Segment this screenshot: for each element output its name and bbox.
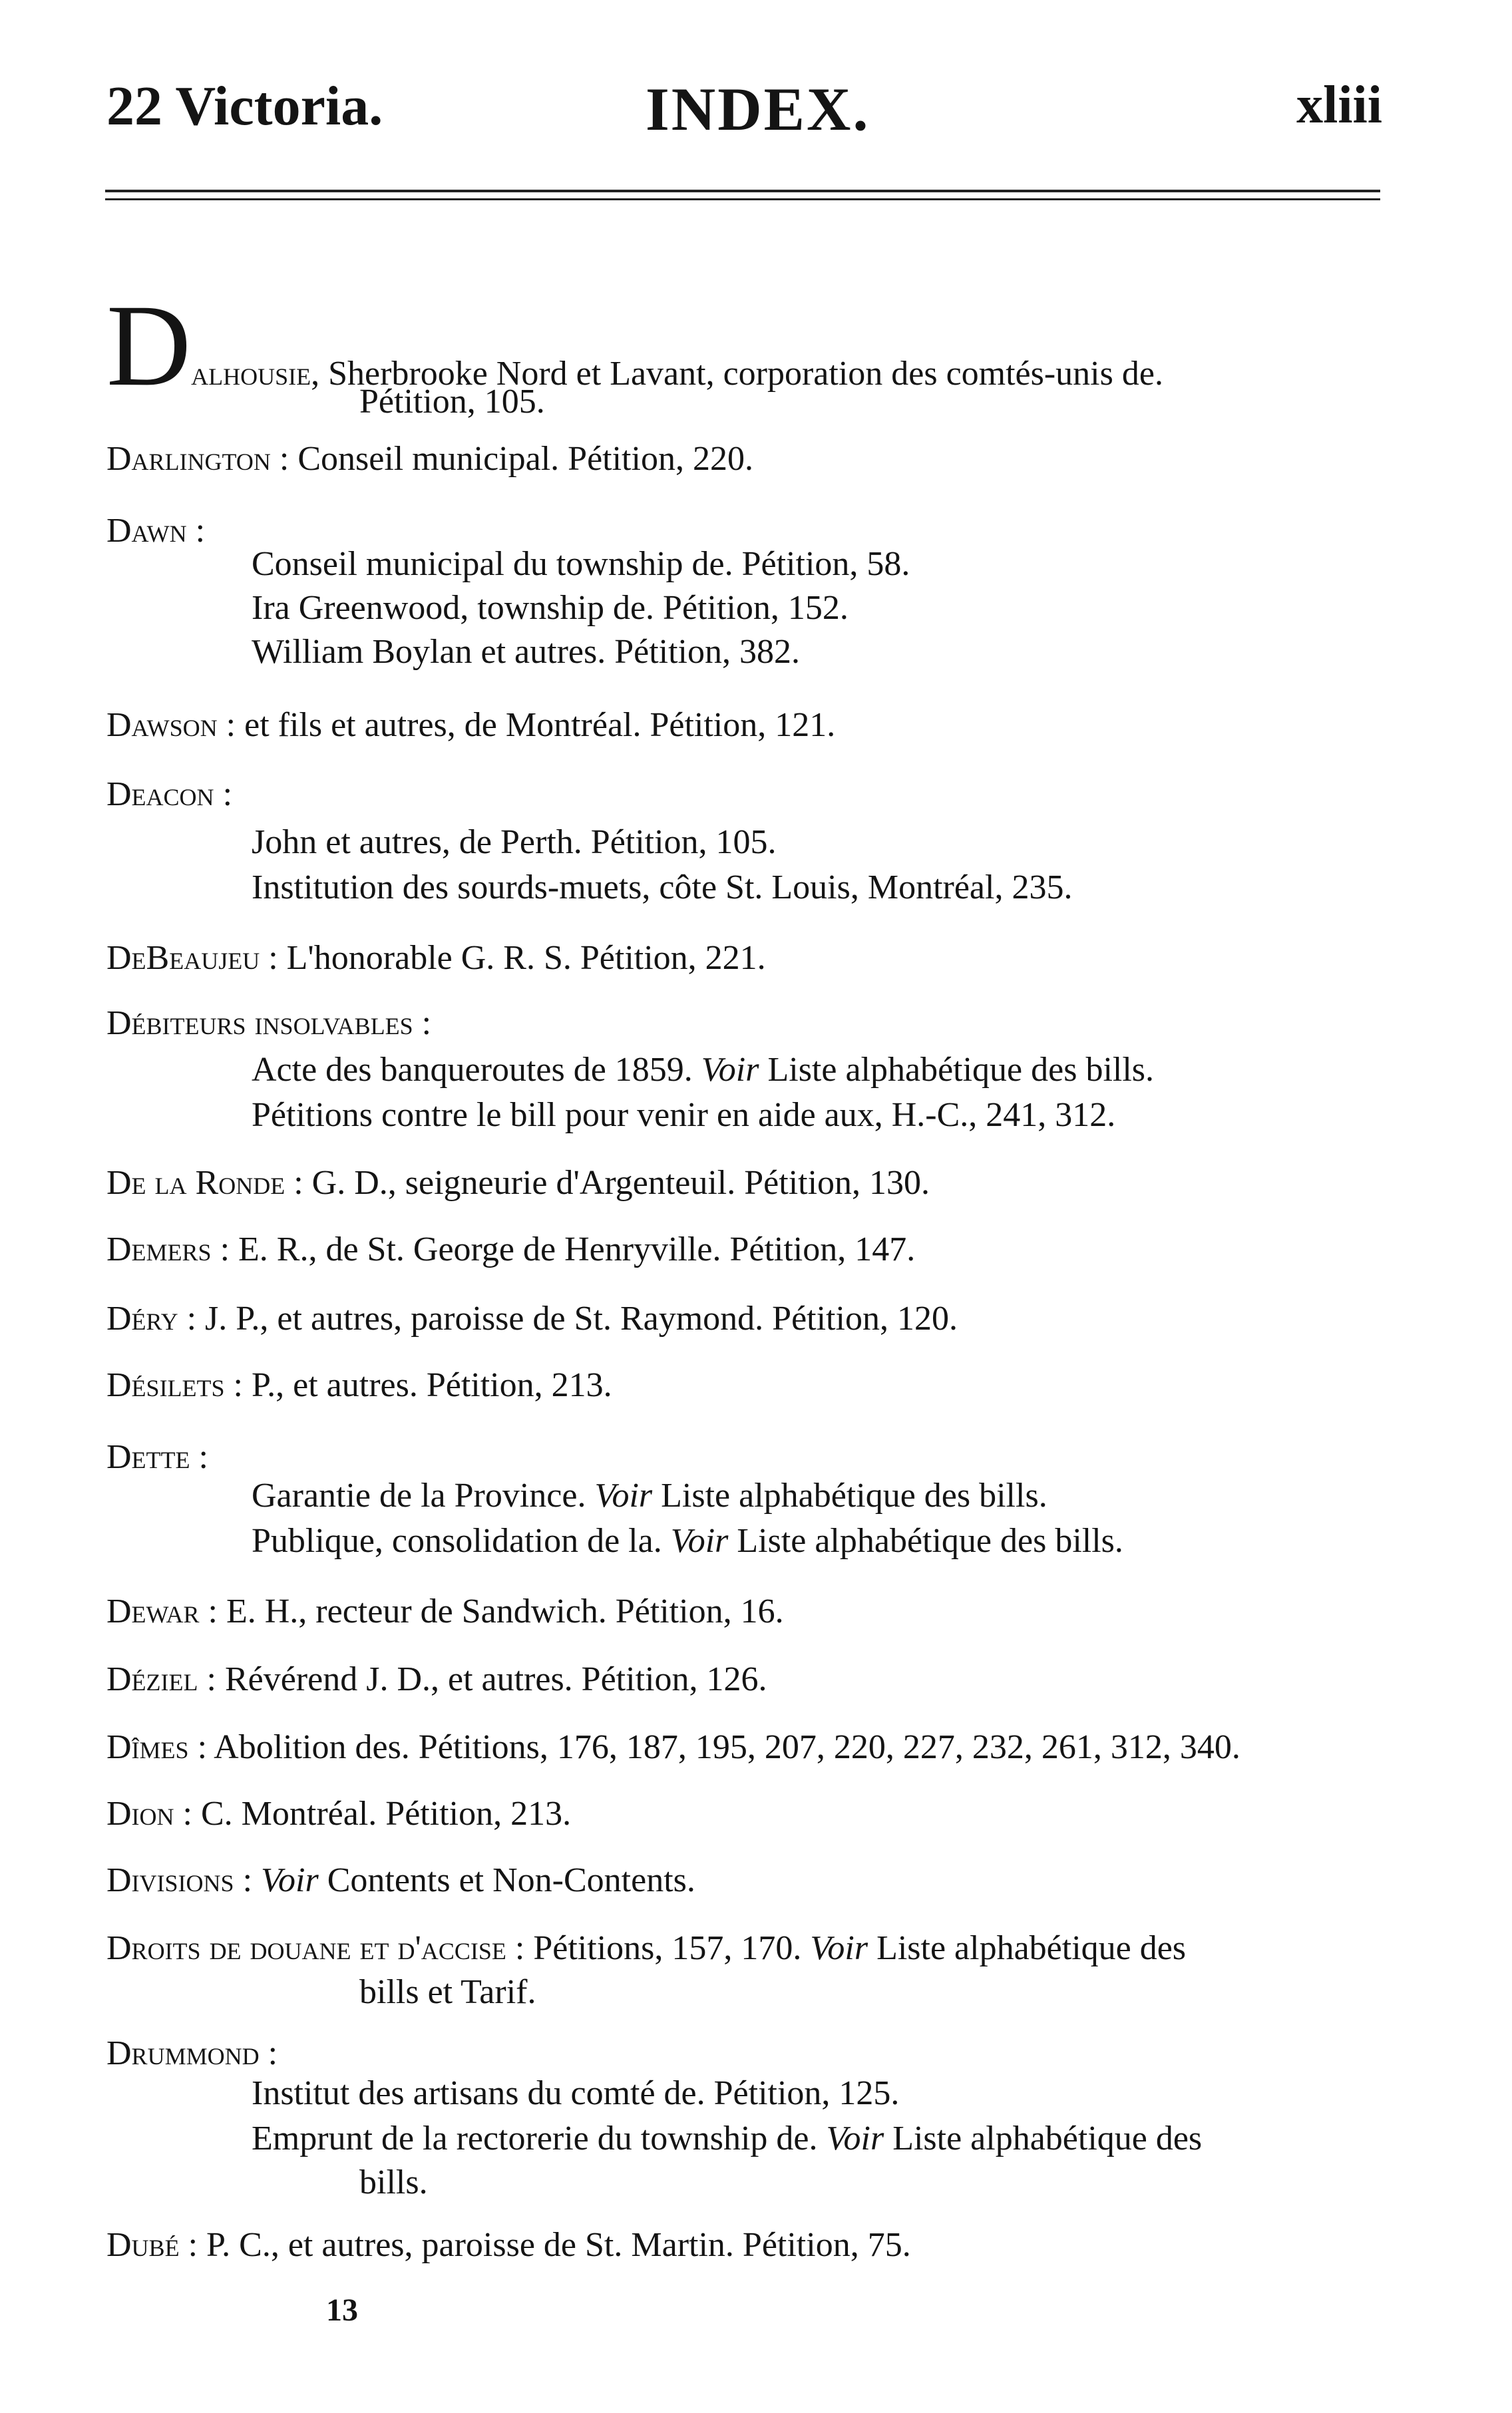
index-continuation: bills et Tarif. — [359, 1973, 536, 2011]
index-text-after: Contents et Non-Contents. — [318, 1861, 695, 1899]
subentry-text: Emprunt de la rectorerie du township de. — [252, 2120, 827, 2157]
index-heading-line — [106, 1931, 1186, 1966]
index-heading-line — [106, 1440, 208, 1475]
voir-reference: Voir — [670, 1522, 729, 1560]
index-subentry — [252, 2122, 1202, 2156]
index-text: : — [214, 775, 233, 813]
index-text: : Conseil municipal. Pétition, 220. — [270, 440, 753, 478]
subentry-text: Garantie de la Province. — [252, 1477, 595, 1515]
index-heading: alhousie — [191, 355, 311, 393]
index-heading: Dawn — [106, 512, 187, 550]
index-heading-line — [106, 281, 1163, 411]
index-heading-line — [106, 1730, 1240, 1765]
index-subentry — [252, 1524, 1123, 1559]
index-subentry — [252, 1053, 1154, 1087]
index-heading-line — [106, 941, 766, 976]
index-text: : et fils et autres, de Montréal. Pétition, 121. — [217, 706, 836, 744]
index-heading: Divisions — [106, 1861, 234, 1899]
index-text: , Sherbrooke Nord et Lavant, corporation des comtés-unis de. — [311, 355, 1163, 393]
index-heading: Darlington — [106, 440, 271, 478]
header-rule — [105, 190, 1380, 192]
subentry-text-after: Liste alphabétique des bills. — [759, 1051, 1155, 1089]
index-text: : G. D., seigneurie d'Argenteuil. Pétition, 130. — [285, 1164, 930, 1202]
subentry-text-after: Liste alphabétique des bills. — [652, 1477, 1047, 1515]
voir-reference: Voir — [594, 1477, 653, 1515]
voir-reference: Voir — [826, 2120, 884, 2157]
index-heading-line — [106, 777, 232, 812]
index-heading: Dawson — [106, 706, 218, 744]
index-text: : — [234, 1861, 262, 1899]
index-heading: Désilets — [106, 1366, 225, 1404]
index-heading: Dewar — [106, 1592, 200, 1630]
index-text: : — [259, 2034, 278, 2072]
index-continuation: bills. — [359, 2163, 428, 2201]
index-text: : — [413, 1004, 432, 1042]
index-heading-line — [106, 1368, 612, 1403]
index-heading: Demers — [106, 1230, 212, 1268]
index-text: : — [186, 512, 206, 550]
index-subentry: John et autres, de Perth. Pétition, 105. — [252, 823, 777, 861]
index-text: : Pétitions, 157, 170. — [506, 1929, 811, 1967]
index-heading: Droits de douane et d'accise — [106, 1929, 506, 1967]
index-heading: De la Ronde — [106, 1164, 285, 1202]
index-text: : — [190, 1438, 208, 1476]
index-heading: DeBeaujeu — [106, 939, 260, 977]
index-subentry: William Boylan et autres. Pétition, 382. — [252, 633, 801, 671]
subentry-text-after: Liste alphabétique des — [884, 2120, 1203, 2157]
index-subentry — [252, 1479, 1047, 1513]
index-heading-line — [106, 1863, 695, 1898]
running-head-volume: 22 Victoria. — [106, 75, 383, 137]
index-subentry: Institut des artisans du comté de. Pétition, 125. — [252, 2074, 900, 2112]
index-text: : C. Montréal. Pétition, 213. — [174, 1795, 572, 1833]
index-heading-line — [106, 1594, 784, 1629]
index-heading: Deacon — [106, 775, 214, 813]
index-heading-line — [106, 2228, 911, 2263]
index-text: : P., et autres. Pétition, 213. — [224, 1366, 612, 1404]
index-subentry: Institution des sourds-muets, côte St. Louis, Montréal, 235. — [252, 868, 1073, 906]
index-text: : Abolition des. Pétitions, 176, 187, 195, 207, 220, 227, 232, 261, 312, 340. — [188, 1728, 1240, 1766]
index-text-after: Liste alphabétique des — [868, 1929, 1187, 1967]
subentry-text: Publique, consolidation de la. — [252, 1522, 671, 1560]
index-heading: Dubé — [106, 2226, 180, 2264]
voir-reference: Voir — [701, 1051, 759, 1089]
index-heading: Dion — [106, 1795, 174, 1833]
index-heading-line — [106, 442, 753, 476]
subentry-text: Acte des banqueroutes de 1859. — [252, 1051, 701, 1089]
index-text: : P. C., et autres, paroisse de St. Martin. Pétition, 75. — [179, 2226, 911, 2264]
header-rule-secondary — [105, 198, 1380, 200]
index-heading: Débiteurs insolvables — [106, 1004, 413, 1042]
index-heading-line — [106, 1797, 571, 1831]
voir-reference: Voir — [261, 1861, 319, 1899]
index-heading-line — [106, 1006, 431, 1041]
index-continuation: Pétition, 105. — [359, 383, 545, 421]
index-subentry: Ira Greenwood, township de. Pétition, 152. — [252, 589, 849, 627]
signature-number: 13 — [326, 2293, 358, 2328]
index-heading-line — [106, 708, 835, 743]
index-text: : L'honorable G. R. S. Pétition, 221. — [260, 939, 766, 977]
subentry-text-after: Liste alphabétique des bills. — [728, 1522, 1123, 1560]
voir-reference: Voir — [810, 1929, 868, 1967]
index-text: : J. P., et autres, paroisse de St. Raymond. Pétition, 120. — [178, 1300, 958, 1338]
index-heading-line — [106, 2036, 278, 2071]
index-subentry: Conseil municipal du township de. Pétition, 58. — [252, 545, 910, 583]
index-heading-line — [106, 514, 205, 548]
index-heading: Dîmes — [106, 1728, 189, 1766]
index-heading: Déziel — [106, 1660, 198, 1698]
index-text: : Révérend J. D., et autres. Pétition, 126. — [198, 1660, 767, 1698]
index-heading: Dette — [106, 1438, 190, 1476]
running-head-title: INDEX. — [646, 75, 870, 143]
index-subentry: Pétitions contre le bill pour venir en aide aux, H.-C., 241, 312. — [252, 1096, 1116, 1134]
index-heading: Drummond — [106, 2034, 260, 2072]
index-heading-line — [106, 1232, 915, 1267]
index-text: : E. H., recteur de Sandwich. Pétition, 16. — [199, 1592, 784, 1630]
index-text: : E. R., de St. George de Henryville. Pétition, 147. — [211, 1230, 916, 1268]
index-heading: Déry — [106, 1300, 178, 1338]
index-heading-line — [106, 1302, 958, 1336]
page-number-roman: xliii — [1296, 76, 1382, 134]
index-heading-line — [106, 1662, 767, 1697]
index-heading-line — [106, 1166, 930, 1201]
drop-capital: D — [106, 281, 192, 411]
